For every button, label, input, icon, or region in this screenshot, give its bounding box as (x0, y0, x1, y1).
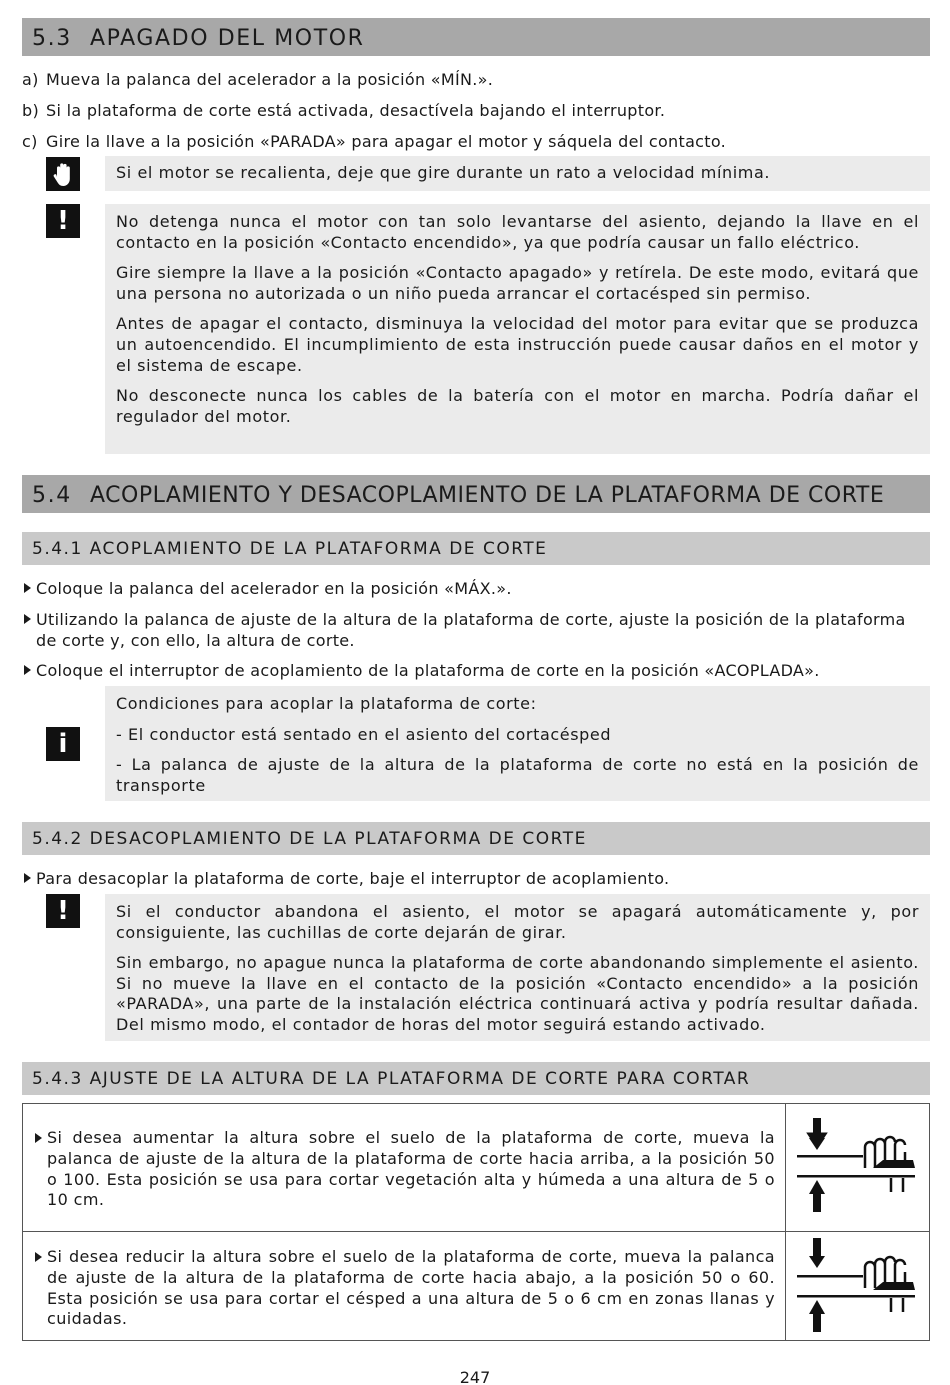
subsection-5-4-3-heading: 5.4.3 AJUSTE DE LA ALTURA DE LA PLATAFORMA DE CORTE PARA CORTAR (22, 1062, 930, 1095)
subsection-5-4-1-heading: 5.4.1 ACOPLAMIENTO DE LA PLATAFORMA DE CORTE (22, 532, 930, 565)
step-c: c) Gire la llave a la posición «PARADA» para apagar el motor y sáquela del contacto. (22, 132, 727, 151)
stop-hand-icon (46, 157, 80, 191)
step-a: a) Mueva la palanca del acelerador a la posición «MÍN.». (22, 70, 494, 89)
section-title: ACOPLAMIENTO Y DESACOPLAMIENTO DE LA PLATAFORMA DE CORTE (90, 483, 885, 508)
info-note: Condiciones para acoplar la plataforma de corte: - El conductor está sentado en el asiento del cortacésped - La palanca de ajuste de la altura de la plataforma de corte no está en la posición de transporte (105, 686, 930, 801)
section-5-3-heading (22, 18, 930, 56)
step-b: b) Si la plataforma de corte está activada, desactívela bajando el interruptor. (22, 101, 666, 120)
subsection-5-4-2-heading: 5.4.2 DESACOPLAMIENTO DE LA PLATAFORMA DE CORTE (22, 822, 930, 855)
triangle-bullet-icon (24, 665, 31, 675)
warning-note: Si el conductor abandona el asiento, el motor se apagará automáticamente y, por consiguiente, las cuchillas de corte dejarán de girar. Sin embargo, no apague nunca la plataforma de corte abandonando simplemente el asiento. Si no mueve la llave en el contacto de la posición «Contacto encendido» a la posición «PARADA», una parte de la instalación eléctrica continuará activa y podría resultar dañada. Del mismo modo, el contador de horas del motor seguirá estando activado. (105, 894, 930, 1041)
warning-note: No detenga nunca el motor con tan solo levantarse del asiento, dejando la llave en el contacto en la posición «Contacto encendido», ya que podría causar un fallo eléctrico. Gire siempre la llave a la posición «Contacto apagado» y retírela. De este modo, evitará que una persona no autorizada o un niño pueda arrancar el cortacésped sin permiso. Antes de apagar el contacto, disminuya la velocidad del motor para evitar que se produzca un autoencendido. El incumplimiento de esta instrucción puede causar daños en el motor y el sistema de escape. No desconecte nunca los cables de la batería con el motor en marcha. Podría dañar el regulador del motor. (105, 204, 930, 454)
warning-icon: ! (46, 204, 80, 238)
lower-deck-diagram-icon (795, 1232, 923, 1336)
section-title: APAGADO DEL MOTOR (90, 26, 365, 51)
section-5-4-heading (22, 475, 930, 513)
page-number: 247 (459, 1368, 491, 1385)
triangle-bullet-icon (24, 873, 31, 883)
stop-note: Si el motor se recalienta, deje que gire durante un rato a velocidad mínima. (105, 156, 930, 191)
cutting-height-table (22, 1103, 930, 1341)
list-item: Coloque el interruptor de acoplamiento de la plataforma de corte en la posición «ACOPLADA». (22, 660, 930, 681)
warning-icon: ! (46, 894, 80, 928)
list-item: Coloque la palanca del acelerador en la posición «MÁX.». (22, 578, 930, 599)
info-icon: i (46, 727, 80, 761)
raise-deck-diagram-icon (795, 1112, 923, 1216)
triangle-bullet-icon (35, 1133, 42, 1143)
triangle-bullet-icon (24, 614, 31, 624)
table-row-raise: Si desea aumentar la altura sobre el suelo de la plataforma de corte, mueva la palanca de ajuste de la altura de la plataforma de corte hacia arriba, a la posición 50 o 100. Esta posición se usa para cortar vegetación alta y húmeda a una altura de 5 o 10 cm. (33, 1128, 775, 1211)
list-item: Utilizando la palanca de ajuste de la altura de la plataforma de corte, ajuste la posición de la plataforma de corte y, con ello, la altura de corte. (22, 609, 930, 651)
table-row-lower: Si desea reducir la altura sobre el suelo de la plataforma de corte, mueva la palanca de ajuste de la altura de la plataforma de corte hacia abajo, a la posición 50 o 60. Esta posición se usa para cortar el césped a una altura de 5 o 6 cm en zonas llanas y cuidadas. (33, 1247, 775, 1330)
section-number: 5.4 (32, 483, 72, 508)
triangle-bullet-icon (24, 583, 31, 593)
section-number: 5.3 (32, 26, 72, 51)
triangle-bullet-icon (35, 1252, 42, 1262)
list-item: Para desacoplar la plataforma de corte, baje el interruptor de acoplamiento. (22, 868, 930, 889)
